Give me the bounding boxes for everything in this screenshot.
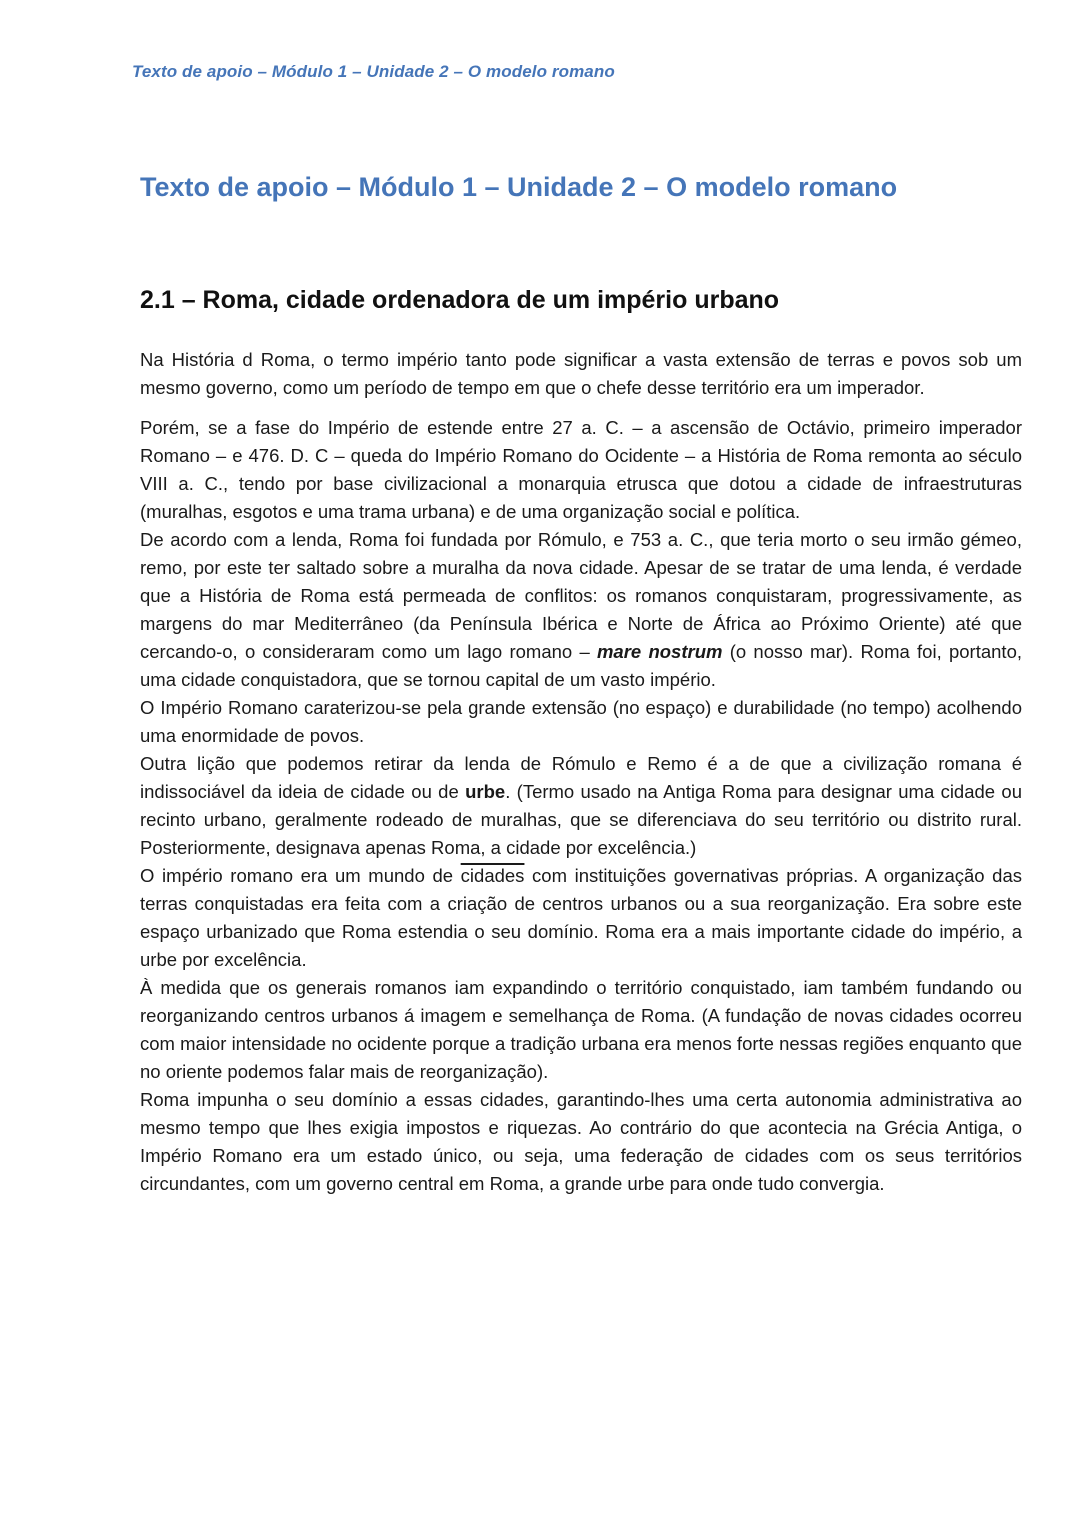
text-segment-bold: urbe bbox=[465, 781, 506, 802]
paragraph bbox=[140, 750, 1022, 862]
paragraph bbox=[140, 526, 1022, 694]
paragraph bbox=[140, 974, 1022, 1086]
document-body bbox=[140, 346, 1022, 1198]
text-segment-normal: Outra lição que podemos retirar da lenda de Rómulo e Remo é a de que a civilização romana é indissociável da ideia de cidade ou de bbox=[140, 753, 1022, 802]
paragraph bbox=[140, 414, 1022, 526]
text-segment-normal: . (Termo usado na Antiga Roma para designar uma cidade ou recinto urbano, geralmente rodeado de muralhas, que se diferenciava do seu território ou distrito rural. Posteriormente, designava apenas Roma, a cidade por excelência.) bbox=[140, 781, 1022, 858]
text-segment-normal: Na História d Roma, o termo império tanto pode significar a vasta extensão de terras e povos sob um mesmo governo, como um período de tempo em que o chefe desse território era um imperador. bbox=[140, 349, 1022, 398]
text-segment-normal: À medida que os generais romanos iam expandindo o território conquistado, iam também fundando ou reorganizando centros urbanos á imagem e semelhança de Roma. (A fundação de novas cidades ocorreu com maior intensidade no ocidente porque a tradição urbana era menos forte nessas regiões enquanto que no oriente podemos falar mais de reorganização). bbox=[140, 977, 1022, 1082]
text-segment-normal: O Império Romano caraterizou-se pela grande extensão (no espaço) e durabilidade (no tempo) acolhendo uma enormidade de povos. bbox=[140, 697, 1022, 746]
paragraph bbox=[140, 1086, 1022, 1198]
text-segment-normal: com instituições governativas próprias. A organização das terras conquistadas era feita com a criação de centros urbanos ou a sua reorganização. Era sobre este espaço urbanizado que Roma estendia o seu domínio. Roma era a mais importante cidade do império, a urbe por excelência. bbox=[140, 865, 1022, 970]
text-segment-bold-italic: mare nostrum bbox=[596, 641, 723, 662]
paragraph bbox=[140, 862, 1022, 974]
text-segment-normal: O império romano era um mundo de bbox=[140, 865, 461, 886]
running-header: Texto de apoio – Módulo 1 – Unidade 2 – O modelo romano bbox=[132, 62, 615, 81]
paragraph bbox=[140, 346, 1022, 402]
document-title: Texto de apoio – Módulo 1 – Unidade 2 – O modelo romano bbox=[140, 172, 898, 202]
paragraph bbox=[140, 694, 1022, 750]
text-segment-normal: De acordo com a lenda, Roma foi fundada por Rómulo, e 753 a. C., que teria morto o seu irmão gémeo, remo, por este ter saltado sobre a muralha da nova cidade. Apesar de se tratar de uma lenda, é verdade que a História de Roma está permeada de conflitos: os romanos conquistaram, progressivamente, as margens do mar Mediterrâneo (da Península Ibérica e Norte de África ao Próximo Oriente) até que cercando-o, o consideraram como um lago romano – bbox=[140, 529, 1022, 662]
text-segment-normal: (o nosso mar). Roma foi, portanto, uma cidade conquistadora, que se tornou capital de um vasto império. bbox=[140, 641, 1022, 690]
text-segment-normal: Porém, se a fase do Império de estende entre 27 a. C. – a ascensão de Octávio, primeiro imperador Romano – e 476. D. C – queda do Império Romano do Ocidente – a História de Roma remonta ao século VIII a. C., tendo por base civilizacional a monarquia etrusca que dotou a cidade de infraestruturas (muralhas, esgotos e uma trama urbana) e de uma organização social e política. bbox=[140, 417, 1022, 522]
section-heading: 2.1 – Roma, cidade ordenadora de um império urbano bbox=[140, 286, 780, 314]
text-segment-overline: cidades bbox=[460, 865, 525, 886]
text-segment-normal: Roma impunha o seu domínio a essas cidades, garantindo-lhes uma certa autonomia administrativa ao mesmo tempo que lhes exigia impostos e riquezas. Ao contrário do que acontecia na Grécia Antiga, o Império Romano era um estado único, ou seja, uma federação de cidades com os seus territórios circundantes, com um governo central em Roma, a grande urbe para onde tudo convergia. bbox=[140, 1089, 1022, 1194]
